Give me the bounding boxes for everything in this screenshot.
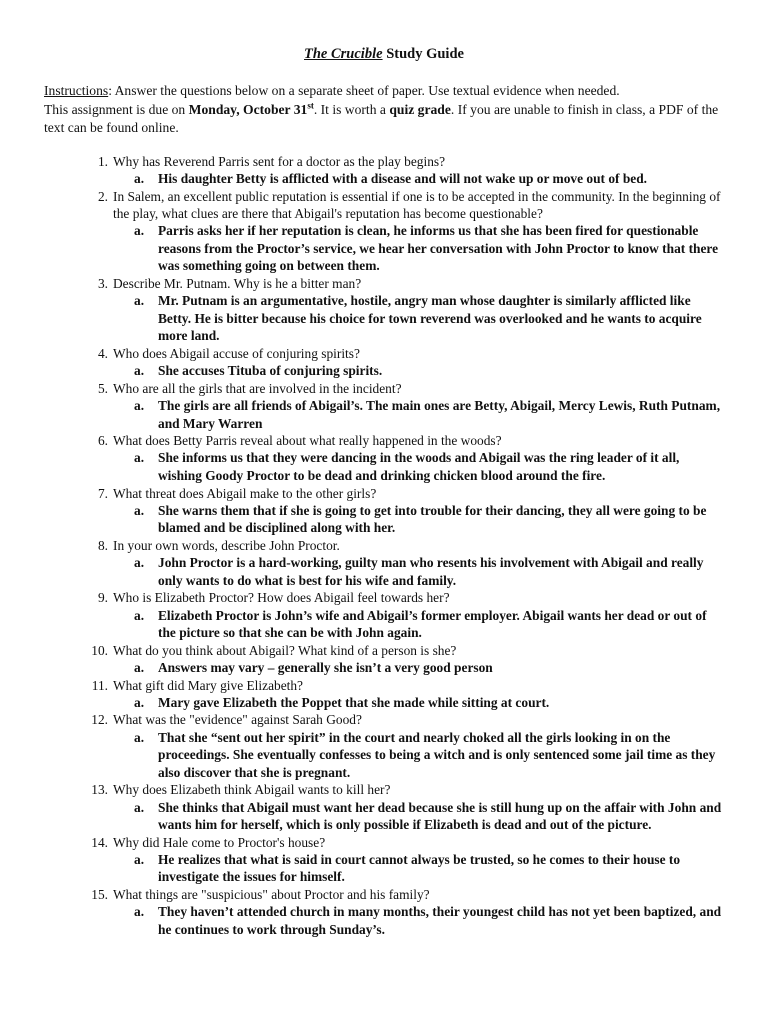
answer-letter: a.	[134, 694, 145, 710]
answer-text: Parris asks her if her reputation is clean, he informs us that she has been fired for questionable reasons from the Proctor’s service, we hear her conversation with John Proctor to know that there was something going on between them.	[158, 223, 719, 274]
answer-text: That she “sent out her spirit” in the court and nearly choked all the girls looking in on the proceedings. She eventually confesses to being a witch and is only sentenced some jail time as they also discover that she is pregnant.	[158, 729, 716, 780]
question-item	[0, 781, 768, 798]
answer-letter: a.	[134, 502, 145, 518]
question-text: What does Betty Parris reveal about what really happened in the woods?	[113, 433, 502, 449]
answer-text: She thinks that Abigail must want her dead because she is still hung up on the affair with John and wants him for herself, which is only possible if Elizabeth is dead and out of the picture.	[158, 799, 722, 833]
answer-item	[0, 799, 768, 834]
question-item	[0, 537, 768, 554]
question-item	[0, 677, 768, 694]
question-text: What threat does Abigail make to the other girls?	[113, 485, 377, 501]
question-item	[0, 153, 768, 170]
question-number: 6.	[97, 433, 108, 449]
instructions-paragraph	[44, 82, 734, 138]
question-number: 8.	[97, 537, 108, 553]
instructions-part3: . It is worth a	[313, 101, 390, 117]
question-number: 5.	[97, 380, 108, 396]
question-text: What was the "evidence" against Sarah Good?	[113, 712, 362, 728]
answer-item	[0, 851, 768, 886]
question-number: 9.	[97, 590, 108, 606]
question-item	[0, 485, 768, 502]
question-number: 7.	[97, 485, 108, 501]
question-text: Why did Hale come to Proctor's house?	[113, 834, 326, 850]
instructions-label: Instructions	[44, 83, 109, 98]
answer-letter: a.	[134, 397, 145, 413]
page-title	[0, 44, 768, 64]
title-italic: The Crucible	[304, 46, 383, 62]
question-number: 3.	[97, 275, 108, 291]
answer-letter: a.	[134, 607, 145, 623]
question-item	[0, 642, 768, 659]
question-item	[0, 711, 768, 728]
answer-text: Mary gave Elizabeth the Poppet that she made while sitting at court.	[158, 694, 550, 710]
answer-item	[0, 397, 768, 432]
answer-letter: a.	[134, 363, 145, 379]
answer-letter: a.	[134, 171, 145, 187]
instructions-part1: : Answer the questions below on a separate sheet of paper. Use textual evidence when needed.	[108, 83, 620, 98]
question-text: In Salem, an excellent public reputation is essential if one is to be accepted in the community. In the beginning of the play, what clues are there that Abigail's reputation has become questionable?	[113, 188, 721, 221]
answer-item	[0, 502, 768, 537]
answer-item	[0, 729, 768, 782]
answer-text: The girls are all friends of Abigail’s. The main ones are Betty, Abigail, Mercy Lewis, Ruth Putnam, and Mary Warren	[158, 397, 721, 431]
question-text: What gift did Mary give Elizabeth?	[113, 677, 304, 693]
question-item	[0, 188, 768, 222]
answer-text: John Proctor is a hard-working, guilty man who resents his involvement with Abigail and really only wants to do what is best for his wife and family.	[158, 555, 704, 588]
title-rest: Study Guide	[382, 46, 464, 62]
answer-text: They haven’t attended church in many months, their youngest child has not yet been baptized, and he continues to work through Sunday’s.	[158, 904, 722, 937]
answer-letter: a.	[134, 729, 145, 745]
answer-letter: a.	[134, 851, 145, 867]
answer-item	[0, 222, 768, 275]
question-number: 1.	[97, 154, 108, 169]
answer-item	[0, 694, 768, 712]
answer-item	[0, 554, 768, 589]
answer-letter: a.	[134, 293, 145, 309]
answer-text: He realizes that what is said in court cannot always be trusted, so he comes to their house to investigate the issues for himself.	[158, 851, 681, 885]
question-text: Who is Elizabeth Proctor? How does Abigail feel towards her?	[113, 590, 450, 606]
due-date: Monday, October 31	[188, 101, 308, 117]
question-text: Describe Mr. Putnam. Why is he a bitter man?	[113, 275, 362, 291]
question-text: Why does Elizabeth think Abigail wants to kill her?	[113, 782, 391, 798]
question-item	[0, 345, 768, 362]
answer-letter: a.	[134, 450, 145, 466]
answer-item	[0, 362, 768, 380]
question-number: 12.	[91, 712, 108, 728]
question-item	[0, 834, 768, 851]
question-item	[0, 275, 768, 292]
answer-item	[0, 292, 768, 345]
answer-item	[0, 607, 768, 642]
answer-text: She informs us that they were dancing in the woods and Abigail was the ring leader of it all, wishing Goody Proctor to be dead and drinking chicken blood around the fire.	[158, 450, 680, 483]
answer-letter: a.	[134, 659, 145, 675]
instructions-part4: . If you are unable to finish in class, a PDF of the text can be found online.	[44, 101, 719, 135]
answer-letter: a.	[134, 904, 145, 920]
question-text: Who are all the girls that are involved in the incident?	[113, 380, 402, 396]
question-text: In your own words, describe John Proctor.	[113, 537, 340, 553]
answer-item	[0, 659, 768, 677]
answer-letter: a.	[134, 223, 145, 239]
question-item	[0, 380, 768, 397]
question-number: 13.	[91, 782, 108, 798]
answer-item	[0, 449, 768, 484]
answer-text: His daughter Betty is afflicted with a disease and will not wake up or move out of bed.	[158, 171, 648, 187]
instructions-part2: This assignment is due on	[44, 101, 189, 117]
question-list	[0, 153, 768, 938]
question-text: What do you think about Abigail? What kind of a person is she?	[113, 642, 457, 658]
answer-item	[0, 903, 768, 938]
question-number: 14.	[91, 834, 108, 850]
question-number: 2.	[97, 188, 108, 204]
question-number: 10.	[91, 642, 108, 658]
answer-letter: a.	[134, 555, 145, 571]
question-number: 15.	[91, 887, 108, 903]
question-text: Who does Abigail accuse of conjuring spirits?	[113, 345, 360, 361]
due-date-suffix: st	[307, 99, 314, 110]
answer-text: Mr. Putnam is an argumentative, hostile, angry man whose daughter is similarly afflicted like Betty. He is bitter because his choice for town reverend was overlooked and he wants to acquire more land.	[158, 293, 702, 344]
question-text: What things are "suspicious" about Proctor and his family?	[113, 887, 430, 903]
question-number: 11.	[91, 677, 108, 693]
question-text: Why has Reverend Parris sent for a doctor as the play begins?	[113, 154, 446, 169]
answer-text: Elizabeth Proctor is John’s wife and Abigail’s former employer. Abigail wants her dead or out of the picture so that she can be with John again.	[158, 607, 707, 641]
answer-text: She warns them that if she is going to get into trouble for their dancing, they all were going to be blamed and be disciplined along with her.	[158, 502, 707, 536]
answer-letter: a.	[134, 799, 145, 815]
question-item	[0, 886, 768, 903]
question-item	[0, 432, 768, 449]
answer-text: Answers may vary – generally she isn’t a very good person	[158, 659, 493, 675]
question-number: 4.	[97, 345, 108, 361]
quiz-grade: quiz grade	[389, 101, 451, 117]
answer-text: She accuses Tituba of conjuring spirits.	[158, 363, 383, 379]
answer-item	[0, 170, 768, 188]
question-item	[0, 589, 768, 606]
